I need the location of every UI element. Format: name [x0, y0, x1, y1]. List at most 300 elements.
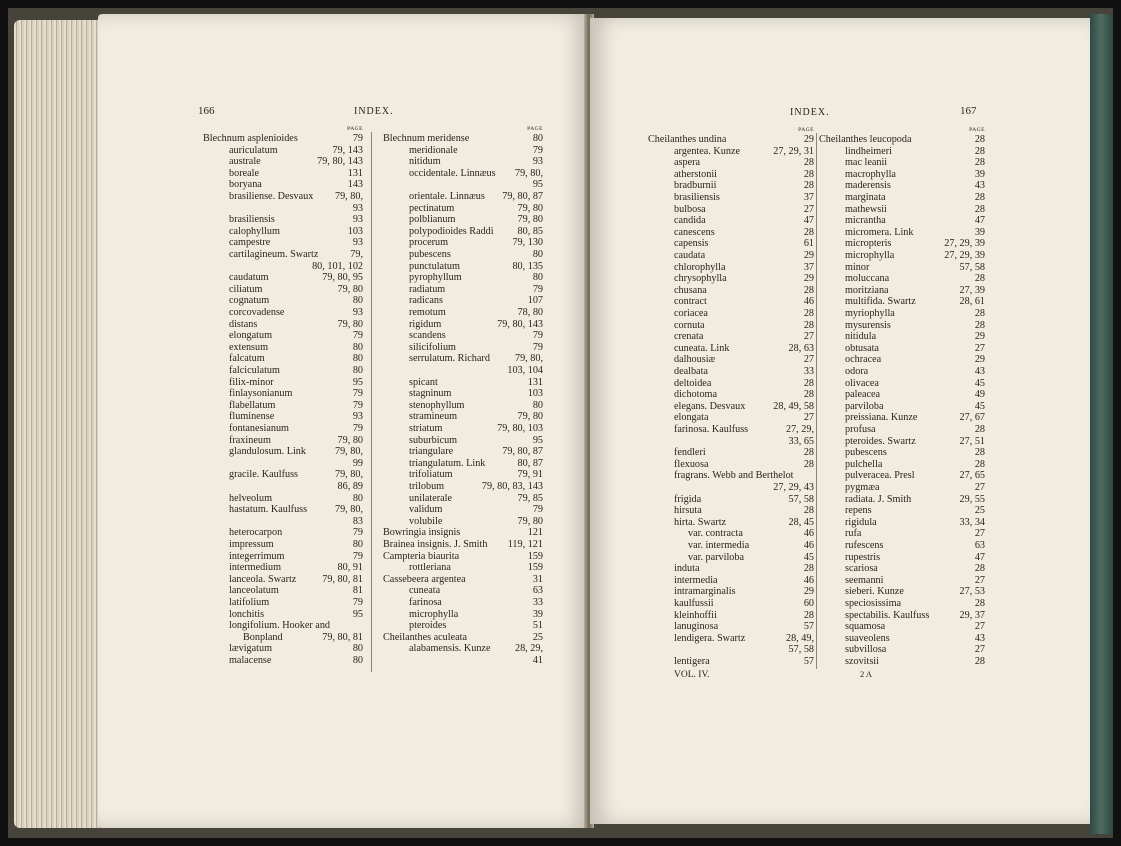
index-entry-pages: 79 [352, 550, 363, 562]
index-entry-pages: 47 [974, 215, 985, 227]
index-entry-term: falcatum [229, 353, 265, 365]
index-entry-term: Cassebeera argentea [383, 573, 466, 585]
index-entry-pages: 28 [974, 145, 985, 157]
index-entry-pages: 28 [803, 284, 814, 296]
index-entry-term: elongatum [229, 330, 273, 342]
index-entry-term: remotum [409, 307, 446, 318]
index-entry-term: rufa [845, 528, 862, 540]
index-entry-pages: 28 [803, 505, 814, 517]
index-entry-pages: 159 [527, 562, 543, 574]
index-entry-pages: 28 [803, 458, 814, 470]
index-entry-term: olivacea [845, 377, 879, 389]
index-entry-pages: 27, 29, [785, 424, 814, 435]
index-entry-term: striatum [409, 423, 443, 434]
index-entry-pages: 93 [352, 214, 363, 226]
index-entry-term: contract [674, 296, 707, 308]
index-entry-pages: 39 [974, 226, 985, 238]
index-entry-pages: 28, 61 [959, 296, 985, 308]
index-entry-term: caudata [674, 250, 706, 261]
index-entry-term: fluminense [229, 411, 275, 423]
index-entry-pages: 28 [803, 180, 814, 192]
index-entry-pages: 28 [974, 458, 985, 470]
book-cover-spine-edge [1090, 14, 1112, 834]
index-entry-pages: 60 [803, 598, 814, 609]
index-entry-pages: 103 [347, 225, 363, 237]
index-entry-term: validum [409, 504, 443, 516]
index-entry-term: rupestris [845, 551, 881, 563]
index-entry-pages: 79 [532, 283, 543, 295]
index-entry-term: lævigatum [229, 643, 273, 655]
index-entry-pages: 28 [974, 319, 985, 331]
index-entry-pages: 25 [532, 631, 543, 643]
index-entry-pages: 28 [803, 226, 814, 238]
index-entry-pages: 61 [803, 238, 814, 250]
index-entry-term: heterocarpon [229, 527, 283, 539]
index-entry-pages: 63 [532, 585, 543, 597]
index-entry-term: Cheilanthes aculeata [383, 631, 468, 643]
index-entry-term: microphylla [409, 608, 459, 620]
index-entry-pages: 28 [974, 424, 985, 435]
index-entry-pages: 79, 80, 143 [317, 156, 363, 168]
index-entry-term: elongata [674, 412, 709, 424]
index-entry-pages: 79, 130 [512, 237, 543, 249]
index-entry-pages: 28 [803, 168, 814, 180]
index-entry-term: boreale [229, 167, 259, 179]
index-entry [409, 642, 543, 655]
index-entry-term: calophyllum [229, 225, 280, 237]
index-entry-pages: 79, [350, 249, 363, 260]
index-entry-pages: 27, 67 [959, 412, 985, 424]
index-entry-term: polypodioides Raddi [409, 225, 494, 237]
index-entry-term: silicifolium [409, 341, 456, 353]
index-entry-pages: 33 [803, 366, 814, 377]
index-entry-pages: 39 [532, 608, 543, 620]
index-entry-term: procerum [409, 237, 449, 249]
index-entry-pages: 33, 65 [788, 435, 814, 447]
index-entry-pages: 28 [803, 389, 814, 401]
index-entry-term: maderensis [845, 180, 891, 192]
index-entry-term: lendigera. Swartz [674, 632, 746, 644]
index-entry-pages: 46 [803, 574, 814, 586]
index-entry-term: obtusata [845, 342, 879, 354]
index-entry-term: cuneata. Link [674, 342, 730, 354]
index-entry-term: kaulfussii [674, 598, 714, 609]
index-entry-term: brasiliensis [674, 192, 720, 203]
index-entry-pages: 28 [974, 656, 985, 667]
index-entry-pages: 28 [974, 203, 985, 215]
index-entry-term: bulbosa [674, 203, 706, 215]
index-entry-term: intermedium [229, 562, 282, 574]
left-page-number: 166 [198, 105, 215, 117]
index-entry-pages: 79, 80, 83, 143 [481, 481, 543, 492]
index-entry-pages: 27 [974, 482, 985, 493]
index-entry-term: impressum [229, 539, 274, 550]
index-entry-term: extensum [229, 341, 269, 353]
index-entry-term: corcovadense [229, 307, 285, 318]
index-entry-pages: 79 [532, 504, 543, 516]
index-entry-pages: 49 [974, 389, 985, 401]
index-entry-pages: 79 [352, 527, 363, 539]
index-entry-pages: 29, 55 [959, 493, 985, 505]
index-entry-term: pectinatum [409, 202, 455, 214]
index-entry-pages: 29 [803, 586, 814, 598]
index-entry-pages: 79, 80, 143 [497, 318, 543, 330]
index-entry-pages: 80, 91 [337, 562, 363, 574]
index-entry-pages: 79, 80, [334, 504, 363, 516]
index-entry-term: macrophylla [845, 168, 896, 180]
index-entry-term: trilobum [409, 481, 445, 492]
index-entry-term: myriophylla [845, 308, 895, 319]
index-entry-term: moluccana [845, 273, 890, 285]
index-entry-term: odora [845, 366, 869, 377]
index-entry-pages: 45 [974, 377, 985, 389]
index-entry [845, 655, 985, 668]
index-entry-term: fontanesianum [229, 423, 289, 434]
index-entry-term: radicans [409, 295, 443, 307]
index-entry-term: Cheilanthes undina [648, 134, 727, 145]
index-entry-term: campestre [229, 237, 271, 249]
index-entry-pages: 78, 80 [517, 307, 543, 318]
index-entry-pages: 28 [974, 157, 985, 169]
index-entry-term: kleinhoffii [674, 609, 717, 621]
index-entry-term: pubescens [845, 447, 887, 459]
index-entry-term: dichotoma [674, 389, 718, 401]
index-entry-pages: 28 [974, 192, 985, 203]
index-entry-term: minor [845, 261, 870, 273]
index-entry-term: trifoliatum [409, 469, 453, 481]
index-entry-pages: 28 [974, 273, 985, 285]
index-entry-term: orientale. Linnæus [409, 191, 485, 202]
index-entry-term: brasiliensis [229, 214, 275, 226]
index-entry-pages: 79, 80 [337, 434, 363, 446]
index-entry-term: Blechnum asplenioides [203, 133, 298, 144]
index-entry-pages: 93 [352, 307, 363, 318]
index-entry-pages: 28, 49, [785, 632, 814, 644]
index-entry-pages: 79, 80, [514, 353, 543, 365]
index-entry-term: rufescens [845, 540, 884, 551]
index-entry-term: occidentale. Linnæus [409, 167, 496, 179]
index-entry-pages: 86, 89 [337, 481, 363, 492]
index-entry-pages: 45 [974, 400, 985, 412]
index-entry-term: lindheimeri [845, 145, 892, 157]
index-entry-pages: 31 [532, 573, 543, 585]
index-entry-pages: 46 [803, 528, 814, 540]
index-entry-pages: 93 [532, 156, 543, 168]
index-entry-pages: 80 [532, 133, 543, 144]
index-entry-pages: 79, 91 [517, 469, 543, 481]
index-entry-pages: 107 [527, 295, 543, 307]
index-entry-term: pubescens [409, 249, 451, 260]
index-entry-term: fraxineum [229, 434, 271, 446]
index-entry-pages: 81 [352, 585, 363, 597]
index-entry-pages: 80 [532, 249, 543, 260]
index-entry-term: intramarginalis [674, 586, 736, 598]
index-entry-term: pteroides [409, 620, 447, 632]
index-entry-term: marginata [845, 192, 886, 203]
index-entry-pages: 80, 101, 102 [312, 260, 363, 272]
index-entry-term: integerrimum [229, 550, 285, 562]
index-entry-pages: 103 [527, 388, 543, 400]
index-entry-term: paleacea [845, 389, 881, 401]
index-entry-term: repens [845, 505, 872, 517]
index-entry-pages: 29 [974, 354, 985, 366]
index-entry-pages: 79 [352, 399, 363, 411]
index-entry-pages: 57 [803, 621, 814, 633]
index-entry-pages: 95 [352, 608, 363, 620]
index-entry-term: microphylla [845, 250, 895, 261]
index-entry-term: mac leanii [845, 157, 888, 169]
index-entry-term: frigida [674, 493, 702, 505]
index-entry-term: farinosa. Kaulfuss [674, 424, 749, 435]
index-entry-term: dalhousiæ [674, 354, 716, 366]
index-entry-term: auriculatum [229, 144, 278, 156]
index-entry-term: seemanni [845, 574, 884, 586]
index-entry-term: cuneata [409, 585, 441, 597]
index-entry-term: moritziana [845, 284, 889, 296]
index-entry-pages: 51 [532, 620, 543, 632]
index-entry-pages: 29 [803, 273, 814, 285]
index-entry-term: chrysophylla [674, 273, 727, 285]
index-entry-term: mysurensis [845, 319, 891, 331]
index-entry-term: nitidula [845, 331, 877, 343]
index-entry-pages: 79, 80, [334, 469, 363, 481]
footer-signature: 2 A [860, 669, 873, 679]
index-entry-pages: 79 [532, 330, 543, 342]
index-entry-term: australe [229, 156, 261, 168]
index-entry-term: stenophyllum [409, 399, 465, 411]
index-entry-pages: 27, 51 [959, 435, 985, 447]
index-entry-term: elegans. Desvaux [674, 400, 746, 412]
index-entry-term: lanuginosa [674, 621, 719, 633]
index-entry-pages: 27 [974, 574, 985, 586]
index-entry-term: distans [229, 318, 258, 330]
index-entry-term: canescens [674, 226, 715, 238]
page-column-label: PAGE [798, 127, 814, 133]
index-entry-pages: 79, 80 [517, 214, 543, 226]
index-entry-pages: 33 [532, 597, 543, 608]
index-entry-term: crenata [674, 331, 704, 343]
index-entry-term: brasiliense. Desvaux [229, 191, 314, 202]
index-entry-term: triangulare [409, 446, 454, 458]
index-entry-term: stagninum [409, 388, 452, 400]
index-entry-term: szovitsii [845, 656, 879, 667]
index-entry-pages: 27, 29, 39 [944, 238, 985, 250]
index-entry [229, 445, 363, 458]
index-entry-pages: 131 [527, 376, 543, 388]
index-entry-term: dealbata [674, 366, 708, 377]
index-entry-pages: 28, 45 [788, 516, 814, 528]
index-entry-pages: 79, 80, 95 [322, 272, 363, 284]
index-entry-pages: 27, 29, 31 [773, 145, 814, 157]
index-entry-pages: 79 [352, 330, 363, 342]
index-entry-term: pulveracea. Presl [845, 470, 915, 482]
index-entry [674, 655, 814, 668]
index-entry-term: flexuosa [674, 458, 709, 470]
footer-volume: VOL. IV. [674, 670, 710, 680]
index-entry-pages: 79, 80 [337, 318, 363, 330]
index-entry-pages: 80 [352, 341, 363, 353]
index-entry-term: squamosa [845, 621, 886, 633]
index-entry-term: nitidum [409, 156, 441, 168]
index-entry-pages: 121 [527, 527, 543, 539]
index-entry-pages: 95 [352, 376, 363, 388]
index-entry-term: deltoidea [674, 377, 712, 389]
index-entry-pages: 93 [352, 411, 363, 423]
index-entry-term: var. intermedia [688, 540, 750, 551]
index-entry-term: latifolium [229, 597, 270, 608]
index-entry-pages: 57, 58 [959, 261, 985, 273]
index-entry-pages: 79, 80 [337, 283, 363, 295]
index-entry-term: chlorophylla [674, 261, 726, 273]
index-entry-pages: 28 [974, 598, 985, 609]
index-entry-term: Bonpland [243, 631, 283, 643]
index-entry-term: pygmæa [845, 482, 880, 493]
index-entry-pages: 46 [803, 296, 814, 308]
index-entry-pages: 79, 80 [517, 202, 543, 214]
index-entry-pages: 33, 34 [959, 516, 985, 528]
index-entry-term: Brainea insignis. J. Smith [383, 539, 488, 550]
index-entry-term: parviloba [845, 400, 884, 412]
index-entry [229, 190, 363, 203]
index-entry-term: finlaysonianum [229, 388, 293, 400]
index-entry-pages: 159 [527, 550, 543, 562]
index-entry-term: subvillosa [845, 644, 887, 656]
index-entry-pages: 43 [974, 180, 985, 192]
index-entry-pages: 103, 104 [507, 365, 543, 376]
index-entry-term: profusa [845, 424, 876, 435]
index-entry-pages: 28 [974, 447, 985, 459]
index-entry [229, 654, 363, 667]
index-entry-pages: 28 [974, 563, 985, 575]
index-entry-term: rottleriana [409, 562, 451, 574]
index-entry-term: scariosa [845, 563, 878, 575]
index-entry [229, 503, 363, 516]
index-entry-term: helveolum [229, 492, 273, 504]
index-entry-term: mathewsii [845, 203, 887, 215]
index-entry-pages: 79 [352, 597, 363, 608]
index-entry-pages: 57, 58 [788, 644, 814, 656]
index-entry-pages: 79, 80, [514, 167, 543, 179]
index-entry-term: pulchella [845, 458, 883, 470]
index-entry-term: atherstonii [674, 168, 718, 180]
index-entry-term: alabamensis. Kunze [409, 643, 491, 655]
index-entry-term: cognatum [229, 295, 270, 307]
index-entry-pages: 27, 53 [959, 586, 985, 598]
index-entry-term: punctulatum [409, 260, 460, 272]
index-entry-term: meridionale [409, 144, 458, 156]
index-entry-term: lonchitis [229, 608, 265, 620]
index-entry-term: rigidum [409, 318, 442, 330]
index-entry-term: boryana [229, 179, 262, 191]
left-page-header: INDEX. [354, 106, 394, 117]
index-entry-pages: 28, 49, 58 [773, 400, 814, 412]
index-entry-pages: 47 [974, 551, 985, 563]
index-entry-term: micrantha [845, 215, 886, 227]
index-entry-pages: 28 [803, 308, 814, 319]
index-entry-term: malacense [229, 655, 272, 666]
index-entry-term: hirsuta [674, 505, 702, 517]
index-entry-term: aspera [674, 157, 701, 169]
index-entry-pages: 28 [974, 308, 985, 319]
column-divider [816, 133, 817, 669]
index-entry-term: var. parviloba [688, 551, 745, 563]
index-entry-term: preissiana. Kunze [845, 412, 918, 424]
index-entry-pages: 79, 80, 103 [497, 423, 543, 434]
index-entry-pages: 79, 80 [517, 515, 543, 527]
index-entry-pages: 28 [803, 609, 814, 621]
index-entry-term: multifida. Swartz [845, 296, 916, 308]
index-entry-pages: 27 [974, 528, 985, 540]
index-entry-term: scandens [409, 330, 446, 342]
index-entry-pages: 79 [532, 144, 543, 156]
index-entry-term: suaveolens [845, 632, 890, 644]
index-entry-pages: 29, 37 [959, 609, 985, 621]
index-entry-term: cartilagineum. Swartz [229, 249, 319, 260]
index-entry-pages: 46 [803, 540, 814, 551]
index-entry-term: polblianum [409, 214, 456, 226]
index-entry-term: micromera. Link [845, 226, 914, 238]
index-entry-pages: 80 [352, 655, 363, 666]
index-entry-term: var. contracta [688, 528, 743, 540]
index-entry-pages: 79, 80, 87 [502, 191, 543, 202]
index-entry [409, 167, 543, 180]
index-entry-term: triangulatum. Link [409, 457, 486, 469]
index-entry-term: fragrans. Webb and Berthelot [674, 470, 794, 482]
page-column-label: PAGE [969, 127, 985, 133]
index-entry-pages: 27, 29, 43 [773, 482, 814, 493]
index-entry-pages: 57 [803, 656, 814, 667]
index-entry-pages: 79, 80, 87 [502, 446, 543, 458]
index-entry-pages: 79 [352, 388, 363, 400]
index-entry-pages: 80 [352, 492, 363, 504]
index-entry-pages: 41 [532, 655, 543, 666]
index-entry-pages: 80 [352, 643, 363, 655]
right-page [590, 18, 1090, 824]
index-entry-term: lanceolatum [229, 585, 279, 597]
index-entry-term: Cheilanthes leucopoda [819, 134, 912, 145]
index-entry-pages: 28, 63 [788, 342, 814, 354]
index-entry-pages: 27 [803, 412, 814, 424]
index-entry-term: intermedia [674, 574, 718, 586]
index-entry-pages: 27 [974, 644, 985, 656]
page-edges [14, 20, 100, 828]
index-entry-term: coriacea [674, 308, 708, 319]
index-entry-pages: 80 [352, 295, 363, 307]
index-entry-pages: 25 [974, 505, 985, 517]
index-entry-term: unilaterale [409, 492, 452, 504]
index-entry-pages: 47 [803, 215, 814, 227]
index-entry-pages: 27, 29, 39 [944, 250, 985, 261]
index-entry-pages: 39 [974, 168, 985, 180]
index-entry-term: hastatum. Kaulfuss [229, 504, 308, 516]
index-entry-pages: 45 [803, 551, 814, 563]
index-entry-pages: 79, 85 [517, 492, 543, 504]
index-entry-term: capensis [674, 238, 709, 250]
index-entry-pages: 93 [352, 237, 363, 249]
index-entry-pages: 79 [352, 133, 363, 144]
index-entry-term: filix-minor [229, 376, 274, 388]
index-entry-pages: 27 [974, 342, 985, 354]
index-entry-term: ochracea [845, 354, 882, 366]
index-entry-pages: 80 [352, 539, 363, 550]
index-entry-term: sieberi. Kunze [845, 586, 904, 598]
index-entry-pages: 79, 80, [334, 191, 363, 202]
index-entry-pages: 43 [974, 366, 985, 377]
index-entry-term: caudatum [229, 272, 269, 284]
index-entry-term: stramineum [409, 411, 458, 423]
index-entry-pages: 80, 87 [517, 457, 543, 469]
index-entry-term: farinosa [409, 597, 442, 608]
